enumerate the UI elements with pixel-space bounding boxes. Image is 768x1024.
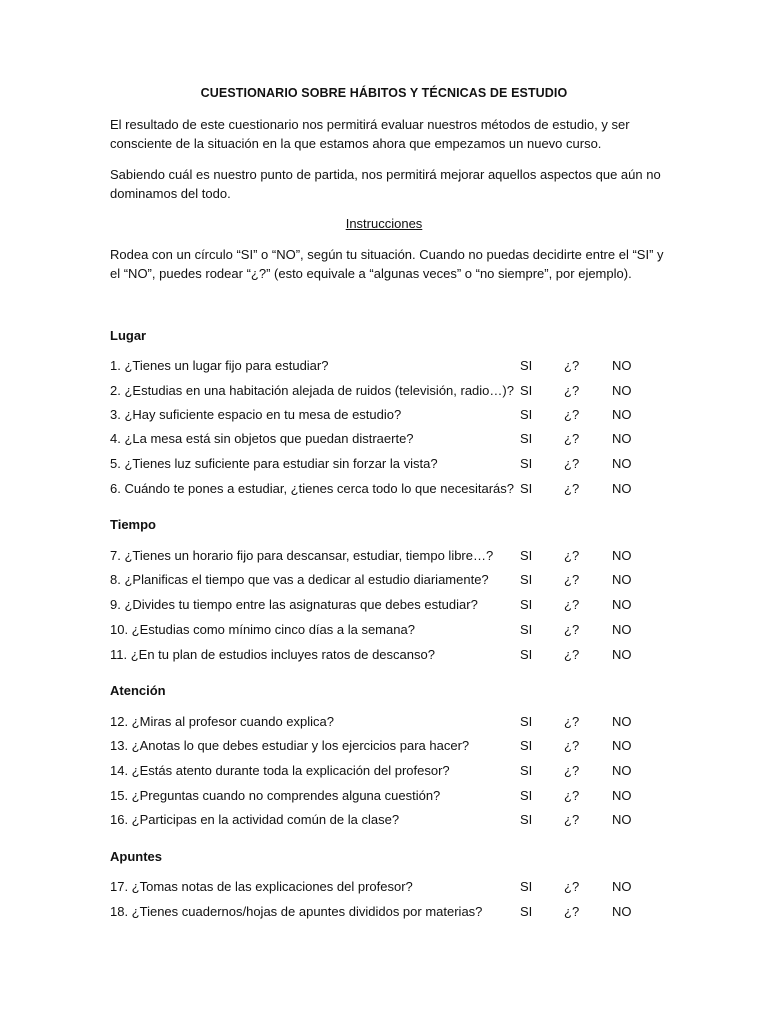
- question-text: 1. ¿Tienes un lugar fijo para estudiar?: [110, 358, 329, 373]
- option-maybe[interactable]: ¿?: [564, 622, 580, 637]
- section-heading-apuntes: Apuntes: [110, 849, 162, 864]
- option-si[interactable]: SI: [520, 383, 533, 398]
- option-maybe[interactable]: ¿?: [564, 812, 580, 827]
- section-heading-lugar: Lugar: [110, 328, 147, 343]
- question-row: [110, 548, 670, 568]
- question-row: [110, 738, 670, 758]
- option-maybe[interactable]: ¿?: [564, 383, 580, 398]
- option-no[interactable]: NO: [612, 597, 632, 612]
- option-si[interactable]: SI: [520, 548, 533, 563]
- question-row: [110, 788, 670, 808]
- option-si[interactable]: SI: [520, 407, 533, 422]
- option-si[interactable]: SI: [520, 358, 533, 373]
- question-text: 7. ¿Tienes un horario fijo para descansar, estudiar, tiempo libre…?: [110, 548, 494, 563]
- option-no[interactable]: NO: [612, 647, 632, 662]
- question-text: 15. ¿Preguntas cuando no comprendes alguna cuestión?: [110, 788, 441, 803]
- question-text: 11. ¿En tu plan de estudios incluyes ratos de descanso?: [110, 647, 435, 662]
- option-si[interactable]: SI: [520, 647, 533, 662]
- option-no[interactable]: NO: [612, 431, 632, 446]
- option-no[interactable]: NO: [612, 879, 632, 894]
- document-title: CUESTIONARIO SOBRE HÁBITOS Y TÉCNICAS DE ESTUDIO: [200, 86, 568, 100]
- question-row: [110, 904, 670, 924]
- question-row: [110, 622, 670, 642]
- option-si[interactable]: SI: [520, 812, 533, 827]
- option-si[interactable]: SI: [520, 597, 533, 612]
- question-text: 8. ¿Planificas el tiempo que vas a dedicar al estudio diariamente?: [110, 572, 489, 587]
- question-row: [110, 812, 670, 832]
- question-text: 6. Cuándo te pones a estudiar, ¿tienes cerca todo lo que necesitarás?: [110, 481, 514, 496]
- option-no[interactable]: NO: [612, 622, 632, 637]
- option-si[interactable]: SI: [520, 431, 533, 446]
- instructions-heading: Instrucciones: [345, 216, 423, 231]
- question-row: [110, 358, 670, 378]
- question-text: 10. ¿Estudias como mínimo cinco días a la semana?: [110, 622, 415, 637]
- question-text: 12. ¿Miras al profesor cuando explica?: [110, 714, 335, 729]
- option-si[interactable]: SI: [520, 788, 533, 803]
- option-maybe[interactable]: ¿?: [564, 879, 580, 894]
- section-heading-tiempo: Tiempo: [110, 517, 156, 532]
- question-row: [110, 431, 670, 451]
- question-row: [110, 647, 670, 667]
- option-no[interactable]: NO: [612, 456, 632, 471]
- intro-paragraph-2: Sabiendo cuál es nuestro punto de partida, nos permitirá mejorar aquellos aspectos que aún no dominamos del todo.: [110, 167, 661, 201]
- option-si[interactable]: SI: [520, 481, 533, 496]
- question-text: 3. ¿Hay suficiente espacio en tu mesa de estudio?: [110, 407, 402, 422]
- option-no[interactable]: NO: [612, 383, 632, 398]
- option-maybe[interactable]: ¿?: [564, 647, 580, 662]
- question-text: 2. ¿Estudias en una habitación alejada de ruidos (televisión, radio…)?: [110, 383, 514, 398]
- question-row: [110, 456, 670, 476]
- option-no[interactable]: NO: [612, 407, 632, 422]
- option-maybe[interactable]: ¿?: [564, 714, 580, 729]
- option-maybe[interactable]: ¿?: [564, 788, 580, 803]
- intro-paragraph-1: El resultado de este cuestionario nos permitirá evaluar nuestros métodos de estudio, y ser consciente de la situación en la que estamos ahora que empezamos un nuevo curso.: [110, 117, 630, 151]
- question-text: 9. ¿Divides tu tiempo entre las asignaturas que debes estudiar?: [110, 597, 478, 612]
- option-si[interactable]: SI: [520, 714, 533, 729]
- option-no[interactable]: NO: [612, 763, 632, 778]
- option-si[interactable]: SI: [520, 763, 533, 778]
- option-maybe[interactable]: ¿?: [564, 738, 580, 753]
- option-si[interactable]: SI: [520, 738, 533, 753]
- option-maybe[interactable]: ¿?: [564, 548, 580, 563]
- option-maybe[interactable]: ¿?: [564, 763, 580, 778]
- option-maybe[interactable]: ¿?: [564, 456, 580, 471]
- option-maybe[interactable]: ¿?: [564, 481, 580, 496]
- option-no[interactable]: NO: [612, 572, 632, 587]
- option-no[interactable]: NO: [612, 481, 632, 496]
- question-row: [110, 879, 670, 899]
- section-heading-atencion: Atención: [110, 683, 166, 698]
- option-no[interactable]: NO: [612, 358, 632, 373]
- option-maybe[interactable]: ¿?: [564, 407, 580, 422]
- option-si[interactable]: SI: [520, 879, 533, 894]
- question-row: [110, 763, 670, 783]
- option-si[interactable]: SI: [520, 456, 533, 471]
- question-text: 13. ¿Anotas lo que debes estudiar y los ejercicios para hacer?: [110, 738, 470, 753]
- question-row: [110, 383, 670, 403]
- question-text: 14. ¿Estás atento durante toda la explicación del profesor?: [110, 763, 450, 778]
- option-no[interactable]: NO: [612, 904, 632, 919]
- question-row: [110, 714, 670, 734]
- question-text: 5. ¿Tienes luz suficiente para estudiar sin forzar la vista?: [110, 456, 438, 471]
- option-maybe[interactable]: ¿?: [564, 904, 580, 919]
- option-no[interactable]: NO: [612, 738, 632, 753]
- option-no[interactable]: NO: [612, 788, 632, 803]
- option-maybe[interactable]: ¿?: [564, 572, 580, 587]
- instructions-paragraph: Rodea con un círculo “SI” o “NO”, según tu situación. Cuando no puedas decidirte entre el “SI” y el “NO”, puedes rodear “¿?” (esto equivale a “algunas veces” o “no siempre”, por ejemplo).: [110, 247, 664, 281]
- option-no[interactable]: NO: [612, 714, 632, 729]
- option-si[interactable]: SI: [520, 572, 533, 587]
- option-no[interactable]: NO: [612, 812, 632, 827]
- question-row: [110, 572, 670, 592]
- option-maybe[interactable]: ¿?: [564, 358, 580, 373]
- question-text: 18. ¿Tienes cuadernos/hojas de apuntes divididos por materias?: [110, 904, 483, 919]
- question-text: 16. ¿Participas en la actividad común de la clase?: [110, 812, 400, 827]
- option-si[interactable]: SI: [520, 622, 533, 637]
- question-row: [110, 597, 670, 617]
- option-maybe[interactable]: ¿?: [564, 431, 580, 446]
- option-no[interactable]: NO: [612, 548, 632, 563]
- question-text: 17. ¿Tomas notas de las explicaciones del profesor?: [110, 879, 413, 894]
- question-row: [110, 481, 670, 501]
- option-maybe[interactable]: ¿?: [564, 597, 580, 612]
- question-text: 4. ¿La mesa está sin objetos que puedan distraerte?: [110, 431, 414, 446]
- option-si[interactable]: SI: [520, 904, 533, 919]
- question-row: [110, 407, 670, 427]
